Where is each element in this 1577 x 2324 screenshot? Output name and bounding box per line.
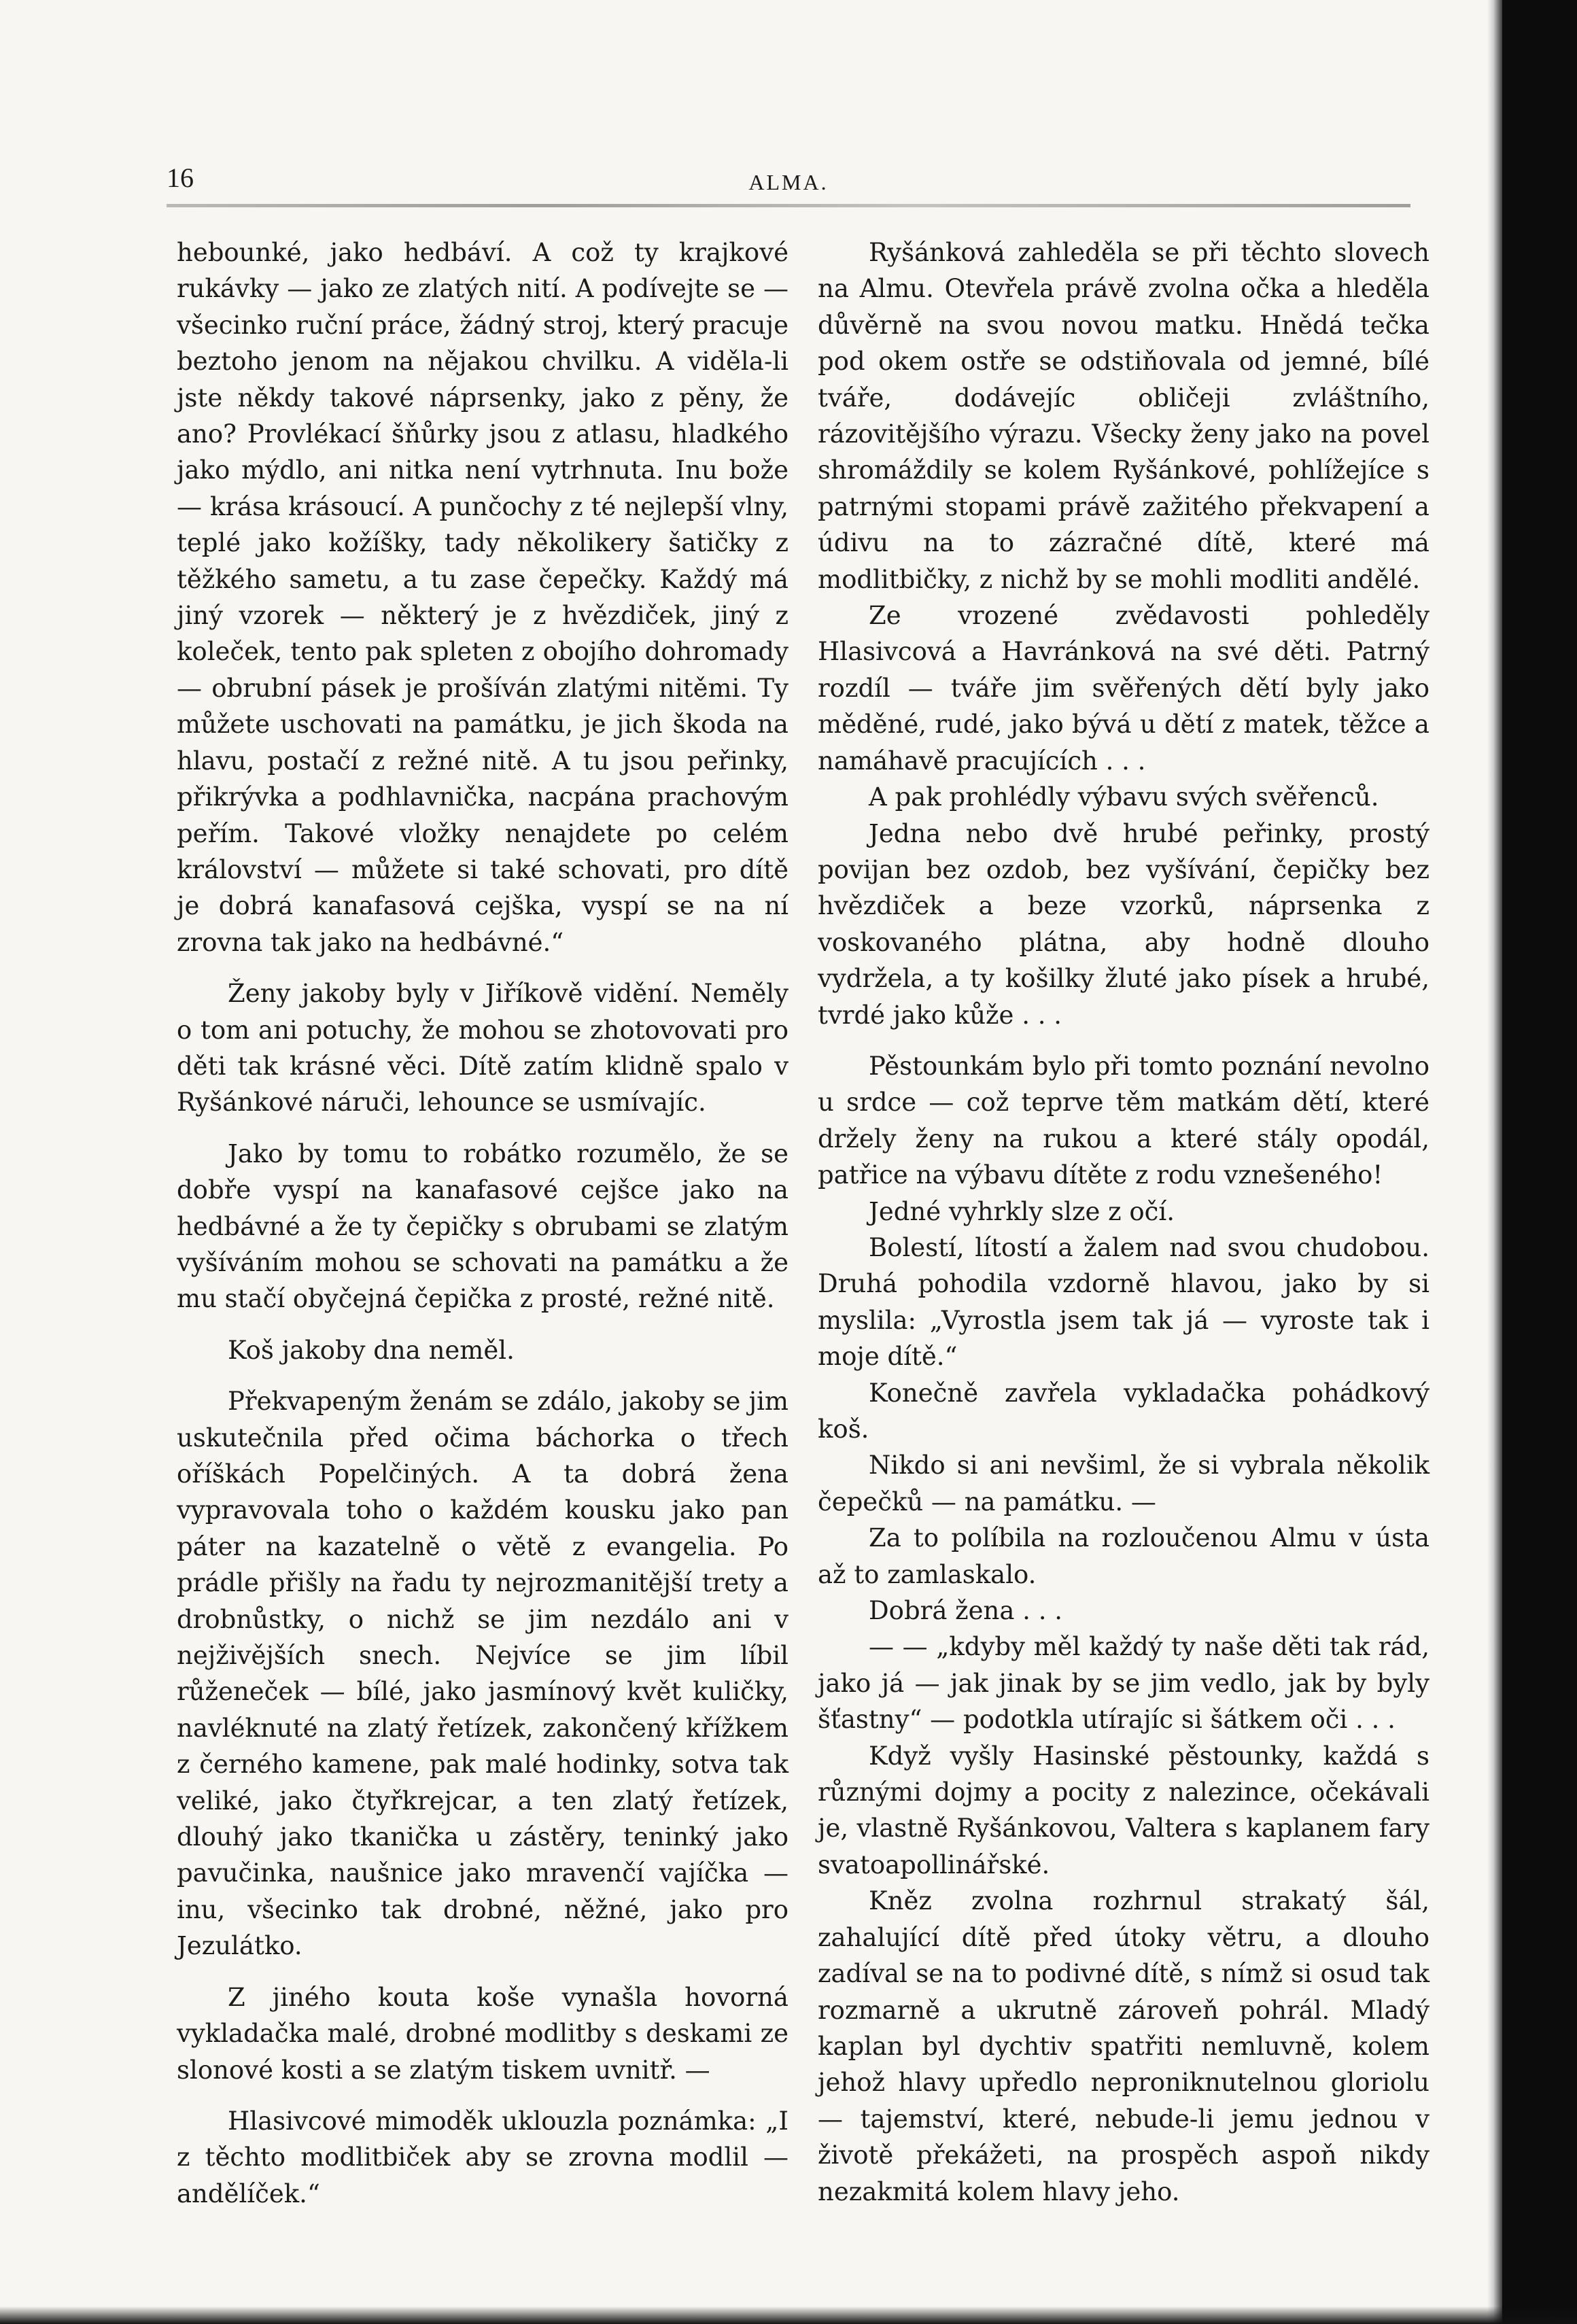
- paragraph: Hlasivcové mimoděk uklouzla poznámka: „I z těchto modlitbiček aby se zrovna modlil — andělíček.“: [177, 2106, 788, 2208]
- paragraph: Když vyšly Hasinské pěstounky, každá s různými dojmy a pocity z nalezince, očekávali je, vlastně Ryšánkovou, Valtera s kaplanem fary svatoapollinářské.: [818, 1741, 1429, 1879]
- paragraph: Za to políbila na rozloučenou Almu v ústa až to zamlaskalo.: [818, 1523, 1429, 1589]
- paragraph: — — „kdyby měl každý ty naše děti tak rád, jako já — jak jinak by se jim vedlo, jak by byly šťastny“ — podotkla utírajíc si šátkem oči . . .: [818, 1632, 1429, 1735]
- paragraph: Konečně zavřela vykladačka pohádkový koš.: [818, 1378, 1429, 1444]
- paragraph: Ženy jakoby byly v Jiříkově vidění. Neměly o tom ani potuchy, že mohou se zhotovovati pro děti tak krásné věci. Dítě zatím klidně spalo v Ryšánkové náruči, lehounce se usmívajíc.: [177, 979, 788, 1117]
- paragraph: Kněz zvolna rozhrnul strakatý šál, zahalující dítě před útoky větru, a dlouho zadíval se na to podivné dítě, s nímž si osud tak rozmarně a ukrutně zároveň pohrál. Mladý kaplan byl dychtiv spatřiti nemluvně, kolem jehož hlavy upředlo neproniknutelnou gloriolu — tajemství, které, nebude-li jemu jednou v životě překážeti, na prospěch aspoň nikdy nezakmitá kolem hlavy jeho.: [818, 1886, 1429, 2206]
- book-gutter-shadow: [1487, 0, 1502, 2324]
- paragraph: Ze vrozené zvědavosti pohleděly Hlasivcová a Havránková na své děti. Patrný rozdíl — tváře jim svěřených dětí byly jako měděné, rudé, jako bývá u dětí z matek, těžce a namáhavě pracujících . . .: [818, 601, 1429, 776]
- paragraph: Jako by tomu to robátko rozumělo, že se dobře vyspí na kanafasové cejšce jako na hedbávné a že ty čepičky s obrubami se zlatým vyšíváním mohou se schovati na památku a že mu stačí obyčejná čepička z prosté, režné nitě.: [177, 1139, 788, 1314]
- paragraph: Překvapeným ženám se zdálo, jakoby se jim uskutečnila před očima báchorka o třech oříškách Popelčiných. A ta dobrá žena vypravovala toho o každém kousku jako pan páter na kazatelně o větě z evangelia. Po prádle přišly na řadu ty nejrozmanitější trety a drobnůstky, o nichž se jim nezdálo ani v nejživějších snech. Nejvíce se jim líbil růženeček — bílé, jako jasmínový květ kuličky, navléknuté na zlatý řetízek, zakončený křížkem z černého kamene, pak malé hodinky, sotva tak veliké, jako čtyřkrejcar, a ten zlatý řetízek, dlouhý jako tkanička u zástěry, teninký jako pavučinka, naušnice jako mravenčí vajíčka — inu, všecinko tak drobné, něžné, jako pro Jezulátko.: [177, 1387, 788, 1961]
- paragraph: hebounké, jako hedbáví. A což ty krajkové rukávky — jako ze zlatých nití. A podívejte se — všecinko ruční práce, žádný stroj, který pracuje beztoho jenom na nějakou chvilku. A viděla-li jste někdy takové náprsenky, jako z pěny, že ano? Provlékací šňůrky jsou z atlasu, hladkého jako mýdlo, ani nitka není vytrhnuta. Inu bože — krása krásoucí. A punčochy z té nejlepší vlny, teplé jako kožíšky, tady několikery šatičky z těžkého sametu, a tu zase čepečky. Každý má jiný vzorek — některý je z hvězdiček, jiný z koleček, tento pak spleten z obojího dohromady — obrubní pásek je prošíván zlatými nitěmi. Ty můžete uschovati na památku, je jich škoda na hlavu, postačí z režné nitě. A tu jsou peřinky, přikrývka a podhlavnička, nacpána prachovým peřím. Takové vložky nenajdete po celém království — můžete si také schovati, pro dítě je dobrá kanafasová cejška, vyspí se na ní zrovna tak jako na hedbávné.“: [177, 238, 788, 957]
- header-rule: [167, 204, 1410, 207]
- paragraph: Nikdo si ani nevšiml, že si vybrala několik čepečků — na památku. —: [818, 1451, 1429, 1516]
- right-column: [818, 235, 1429, 2210]
- paragraph: Koš jakoby dna neměl.: [228, 1335, 515, 1365]
- paragraph: Bolestí, lítostí a žalem nad svou chudobou. Druhá pohodila vzdorně hlavou, jako by si myslila: „Vyrostla jsem tak já — vyroste tak i moje dítě.“: [818, 1232, 1429, 1372]
- page-bottom-shadow: [0, 2306, 1577, 2324]
- paragraph: Dobrá žena . . .: [869, 1596, 1062, 1626]
- page-header: [167, 162, 1410, 203]
- paragraph: Z jiného kouta koše vynašla hovorná vykladačka malé, drobné modlitby s deskami ze slonové kosti a se zlatým tiskem uvnitř. —: [177, 1982, 788, 2085]
- running-title: ALMA.: [748, 170, 829, 194]
- paragraph: Pěstounkám bylo při tomto poznání nevolno u srdce — což teprve těm matkám dětí, které držely ženy na rukou a které stály opodál, patřice na výbavu dítěte z rodu vznešeného!: [818, 1051, 1429, 1190]
- left-column: [177, 235, 788, 2212]
- paragraph: Jedné vyhrkly slze z očí.: [869, 1196, 1175, 1226]
- paragraph: Jedna nebo dvě hrubé peřinky, prostý povijan bez ozdob, bez vyšívání, čepičky bez hvězdiček a beze vzorků, náprsenka z voskovaného plátna, aby hodně dlouho vydržela, a ty košilky žluté jako písek a hrubé, tvrdé jako kůže . . .: [818, 818, 1429, 1030]
- paragraph: Ryšánková zahleděla se při těchto slovech na Almu. Otevřela právě zvolna očka a hleděla důvěrně na svou novou matku. Hnědá tečka pod okem ostře se odstiňovala od jemné, bílé tváře, dodávejíc obličeji zvláštního, rázovitějšího výrazu. Všecky ženy jako na povel shromáždily se kolem Ryšánkové, pohlížejíce s patrnými stopami právě zažitého překvapení a údivu na to zázračné dítě, které má modlitbičky, z nichž by se mohli modliti andělé.: [818, 238, 1429, 594]
- paragraph: A pak prohlédly výbavu svých svěřenců.: [869, 782, 1379, 812]
- book-spine-edge: [1502, 0, 1577, 2324]
- page-number: 16: [167, 162, 194, 193]
